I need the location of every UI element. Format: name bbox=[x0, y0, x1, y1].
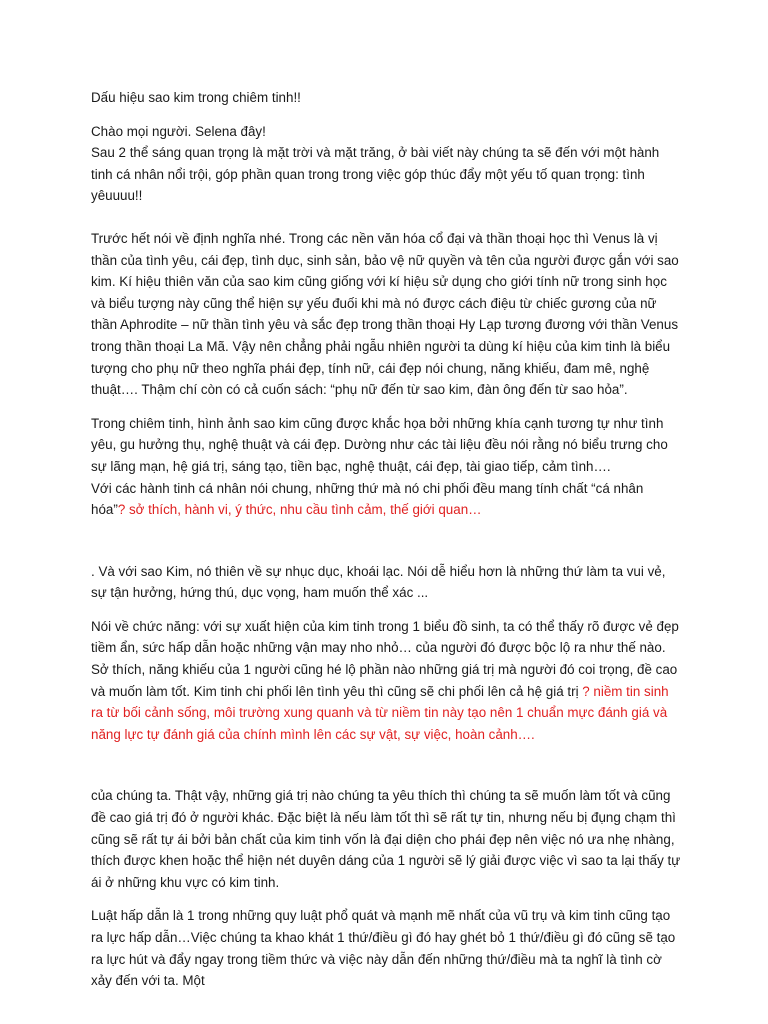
personal-planets-highlight: ? sở thích, hành vi, ý thức, nhu cầu tình cảm, thế giới quan… bbox=[117, 502, 482, 518]
attraction-paragraph: Luật hấp dẫn là 1 trong những quy luật phổ quát và mạnh mẽ nhất của vũ trụ và kim tinh cũng tạo ra lực hấp dẫn…Việc chúng ta khao khát 1 thứ/điều gì đó hay ghét bỏ 1 thứ/điều gì đó cũng sẽ tạo ra lực hút và đẩy ngay trong tiềm thức và việc này dẫn đến những thứ/điều mà ta nghĩ là tình cờ xảy đến với ta. Một bbox=[91, 908, 676, 989]
greeting-line: Chào mọi người. Selena đây! bbox=[91, 123, 266, 139]
astrology-paragraph: Trong chiêm tinh, hình ảnh sao kim cũng được khắc họa bởi những khía cạnh tương tự như tình yêu, gu hưởng thụ, nghệ thuật và cái đẹp. Dường như các tài liệu đều nói rằng nó biểu trưng cho sự lãng mạn, hệ giá trị, sáng tạo, tiền bạc, nghệ thuật, cái đẹp, tài giao tiếp, cảm tình…. bbox=[91, 415, 668, 474]
function-paragraph bbox=[91, 616, 681, 746]
document-body bbox=[91, 87, 681, 992]
document-title: Dấu hiệu sao kim trong chiêm tinh!! bbox=[91, 90, 301, 105]
values-paragraph: của chúng ta. Thật vậy, những giá trị nào chúng ta yêu thích thì chúng ta sẽ muốn làm tốt và cũng đề cao giá trị đó ở người khác. Đặc biệt là nếu làm tốt thì sẽ rất tự tin, nhưng nếu bị đụng chạm thì cũng sẽ rất tự ái bởi bản chất của kim tinh vốn là đại diện cho phái đẹp nên việc nó ưa nhẹ nhàng, thích được khen hoặc thể hiện nét duyên dáng của 1 người sẽ lý giải được việc vì sao ta lại thấy tự ái ở những khu vực có kim tinh. bbox=[91, 788, 681, 890]
function-highlight: ? niềm tin sinh ra từ bối cảnh sống, môi trường xung quanh và từ niềm tin này tạo nên 1 chuẩn mực đánh giá và năng lực tự đánh giá của chính mình lên các sự vật, sự việc, hoàn cảnh…. bbox=[91, 683, 669, 742]
definition-paragraph: Trước hết nói về định nghĩa nhé. Trong các nền văn hóa cổ đại và thần thoại học thì Venus là vị thần của tình yêu, cái đẹp, tình dục, sinh sản, bảo vệ nữ quyền và tên của người được gắn với sao kim. Kí hiệu thiên văn của sao kim cũng giống với kí hiệu sử dụng cho giới tính nữ trong sinh học và biểu tượng này cũng thể hiện sự yếu đuối khi mà nó được cách điệu từ chiếc gương của nữ thần Aphrodite – nữ thần tình yêu và sắc đẹp trong thần thoại Hy Lạp tương đương với thần Venus trong thần thoại La Mã. Vậy nên chẳng phải ngẫu nhiên người ta dùng kí hiệu của kim tinh là biểu tượng cho phụ nữ theo nghĩa phái đẹp, tính nữ, cái đẹp nói chung, năng khiếu, đam mê, nghệ thuật…. Thậm chí còn có cả cuốn sách: “phụ nữ đến từ sao kim, đàn ông đến từ sao hỏa”. bbox=[91, 230, 679, 398]
personal-planets-paragraph bbox=[91, 478, 681, 521]
personal-planets-text: Với các hành tinh cá nhân nói chung, những thứ mà nó chi phối đều mang tính chất “cá nhân hóa” bbox=[91, 480, 644, 518]
intro-paragraph: Sau 2 thể sáng quan trọng là mặt trời và mặt trăng, ở bài viết này chúng ta sẽ đến với một hành tinh cá nhân nổi trội, góp phần quan trong trong việc góp thúc đẩy một yếu tố quan trọng: tình yêuuuu!! bbox=[91, 145, 660, 204]
function-text: Nói về chức năng: với sự xuất hiện của kim tinh trong 1 biểu đồ sinh, ta có thể thấy rõ được vẻ đẹp tiềm ẩn, sức hấp dẫn hoặc những vận may nho nhỏ… của người đó được bộc lộ ra như thế nào. Sở thích, năng khiếu của 1 người cũng hé lộ phần nào những giá trị mà người đó coi trọng, đề cao và muốn làm tốt. Kim tinh chi phối lên tình yêu thì cũng sẽ chi phối lên cả hệ giá trị bbox=[91, 618, 679, 699]
kim-pleasure-paragraph: . Và với sao Kim, nó thiên về sự nhục dục, khoái lạc. Nói dễ hiểu hơn là những thứ làm ta vui vẻ, sự tận hưởng, hứng thú, dục vọng, ham muốn thể xác ... bbox=[91, 563, 666, 601]
